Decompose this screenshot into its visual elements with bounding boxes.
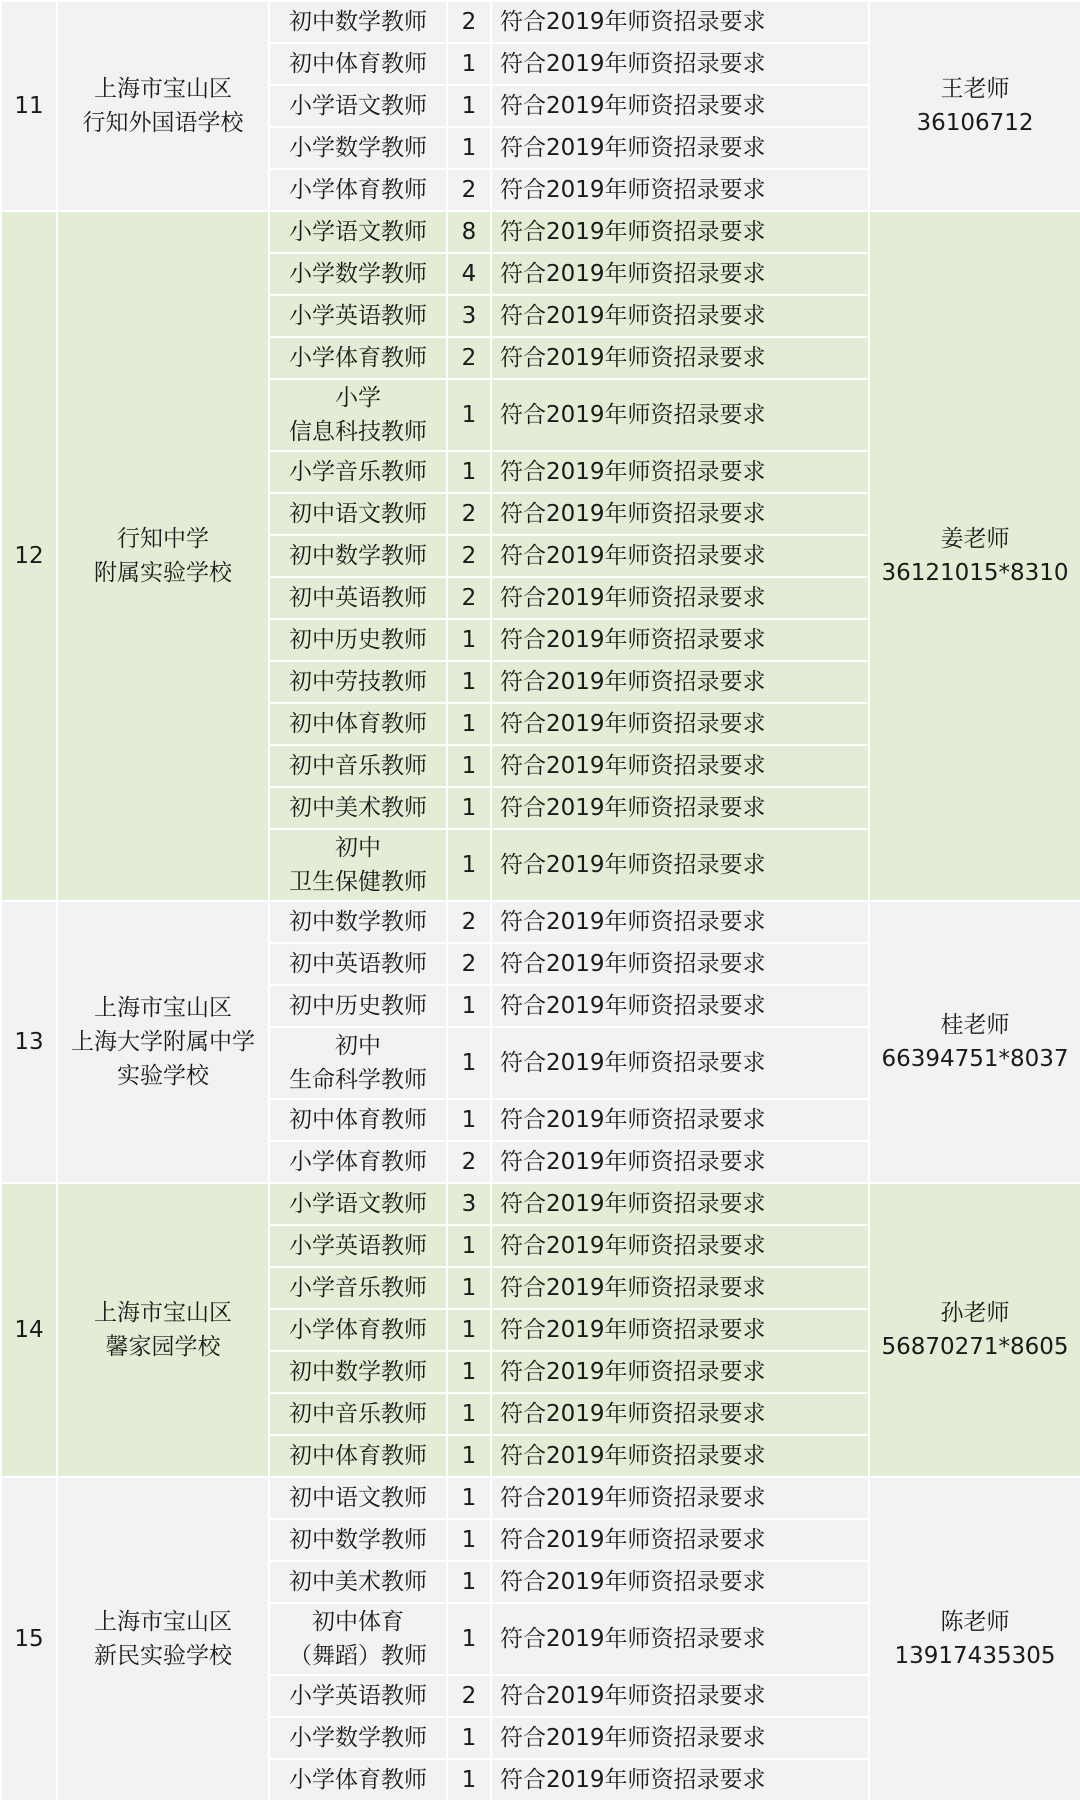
requirement-cell: 符合2019年师资招录要求	[491, 1561, 869, 1603]
school-name-line: 附属实验学校	[94, 559, 232, 586]
position-cell	[269, 1309, 447, 1351]
position-cell	[269, 451, 447, 493]
position-line: 初中数学教师	[289, 1526, 427, 1553]
requirement-cell: 符合2019年师资招录要求	[491, 1675, 869, 1717]
school-name-line: 馨家园学校	[105, 1333, 221, 1360]
requirement-cell: 符合2019年师资招录要求	[491, 661, 869, 703]
position-line: 小学语文教师	[289, 219, 427, 246]
requirement-cell: 符合2019年师资招录要求	[491, 127, 869, 169]
position-line: 小学语文教师	[289, 1190, 427, 1217]
position-line: 小学英语教师	[289, 303, 427, 330]
school-name-cell	[57, 1477, 269, 1801]
position-line: 小学体育教师	[289, 1316, 427, 1343]
headcount-cell: 1	[447, 1561, 491, 1603]
position-cell	[269, 1099, 447, 1141]
position-cell	[269, 493, 447, 535]
position-line: 卫生保健教师	[289, 868, 427, 895]
table-row	[1, 1477, 1080, 1519]
position-cell	[269, 1519, 447, 1561]
position-cell	[269, 43, 447, 85]
position-cell	[269, 1561, 447, 1603]
headcount-cell: 1	[447, 787, 491, 829]
school-name-line: 上海市宝山区	[94, 994, 232, 1021]
headcount-cell: 1	[447, 1351, 491, 1393]
position-cell	[269, 661, 447, 703]
contact-phone: 36121015*8310	[881, 559, 1069, 586]
position-line: 初中体育教师	[289, 51, 427, 78]
requirement-cell: 符合2019年师资招录要求	[491, 451, 869, 493]
requirement-cell: 符合2019年师资招录要求	[491, 43, 869, 85]
position-cell	[269, 85, 447, 127]
position-cell	[269, 337, 447, 379]
requirement-cell: 符合2019年师资招录要求	[491, 787, 869, 829]
position-line: 小学音乐教师	[289, 1274, 427, 1301]
headcount-cell: 1	[447, 745, 491, 787]
requirement-cell: 符合2019年师资招录要求	[491, 493, 869, 535]
requirement-cell: 符合2019年师资招录要求	[491, 169, 869, 211]
position-line: 初中美术教师	[289, 1568, 427, 1595]
position-line: 初中语文教师	[289, 1484, 427, 1511]
school-name-line: 上海市宝山区	[94, 1299, 232, 1326]
requirement-cell: 符合2019年师资招录要求	[491, 577, 869, 619]
requirement-cell: 符合2019年师资招录要求	[491, 295, 869, 337]
headcount-cell: 2	[447, 169, 491, 211]
headcount-cell: 1	[447, 451, 491, 493]
requirement-cell: 符合2019年师资招录要求	[491, 829, 869, 901]
position-line: 初中体育教师	[289, 710, 427, 737]
headcount-cell: 2	[447, 577, 491, 619]
requirement-cell: 符合2019年师资招录要求	[491, 253, 869, 295]
position-line: 生命科学教师	[289, 1066, 427, 1093]
position-line: 初中历史教师	[289, 992, 427, 1019]
position-line: 初中美术教师	[289, 795, 427, 822]
table-row	[1, 901, 1080, 943]
school-name-line: 行知外国语学校	[82, 110, 244, 137]
headcount-cell: 1	[447, 661, 491, 703]
school-name-line: 上海大学附属中学	[71, 1028, 255, 1055]
position-line: 初中音乐教师	[289, 1400, 427, 1427]
headcount-cell: 3	[447, 1183, 491, 1225]
contact-cell	[869, 1477, 1080, 1801]
school-name-line: 上海市宝山区	[94, 76, 232, 103]
requirement-cell: 符合2019年师资招录要求	[491, 1603, 869, 1675]
position-cell	[269, 787, 447, 829]
group-number-cell: 12	[1, 211, 57, 901]
contact-name: 陈老师	[940, 1608, 1010, 1635]
requirement-cell: 符合2019年师资招录要求	[491, 985, 869, 1027]
contact-phone: 66394751*8037	[881, 1045, 1069, 1072]
position-cell	[269, 1027, 447, 1099]
position-line: 初中英语教师	[289, 584, 427, 611]
headcount-cell: 1	[447, 127, 491, 169]
position-cell	[269, 1351, 447, 1393]
requirement-cell: 符合2019年师资招录要求	[491, 1141, 869, 1183]
requirement-cell: 符合2019年师资招录要求	[491, 337, 869, 379]
headcount-cell: 1	[447, 1309, 491, 1351]
headcount-cell: 2	[447, 535, 491, 577]
table-row	[1, 211, 1080, 253]
requirement-cell: 符合2019年师资招录要求	[491, 1183, 869, 1225]
position-line: 小学语文教师	[289, 93, 427, 120]
contact-cell	[869, 1183, 1080, 1477]
headcount-cell: 4	[447, 253, 491, 295]
headcount-cell: 1	[447, 1477, 491, 1519]
position-line: 小学数学教师	[289, 1724, 427, 1751]
headcount-cell: 1	[447, 1759, 491, 1801]
requirement-cell: 符合2019年师资招录要求	[491, 943, 869, 985]
position-cell	[269, 943, 447, 985]
requirement-cell: 符合2019年师资招录要求	[491, 379, 869, 451]
headcount-cell: 2	[447, 337, 491, 379]
position-cell	[269, 619, 447, 661]
position-cell	[269, 1717, 447, 1759]
school-name-line: 新民实验学校	[94, 1642, 232, 1669]
headcount-cell: 1	[447, 1435, 491, 1477]
contact-cell	[869, 1, 1080, 211]
headcount-cell: 1	[447, 985, 491, 1027]
table-body	[1, 1, 1080, 1801]
headcount-cell: 2	[447, 943, 491, 985]
position-line: 初中数学教师	[289, 542, 427, 569]
group-number-cell: 14	[1, 1183, 57, 1477]
position-line: 初中体育	[312, 1608, 404, 1635]
requirement-cell: 符合2019年师资招录要求	[491, 1393, 869, 1435]
position-line: 小学数学教师	[289, 261, 427, 288]
contact-cell	[869, 901, 1080, 1183]
position-line: 小学音乐教师	[289, 458, 427, 485]
position-cell	[269, 1477, 447, 1519]
headcount-cell: 1	[447, 85, 491, 127]
position-cell	[269, 577, 447, 619]
position-line: 小学英语教师	[289, 1682, 427, 1709]
headcount-cell: 1	[447, 1099, 491, 1141]
position-line: 初中音乐教师	[289, 753, 427, 779]
position-line: 小学体育教师	[289, 345, 427, 372]
requirement-cell: 符合2019年师资招录要求	[491, 1, 869, 43]
contact-name: 孙老师	[940, 1299, 1010, 1326]
headcount-cell: 2	[447, 1141, 491, 1183]
headcount-cell: 1	[447, 703, 491, 745]
position-line: 初中体育教师	[289, 1106, 427, 1133]
headcount-cell: 1	[447, 829, 491, 901]
requirement-cell: 符合2019年师资招录要求	[491, 1717, 869, 1759]
position-cell	[269, 169, 447, 211]
position-line: 信息科技教师	[289, 419, 427, 446]
school-name-line: 上海市宝山区	[94, 1608, 232, 1635]
position-cell	[269, 901, 447, 943]
requirement-cell: 符合2019年师资招录要求	[491, 1351, 869, 1393]
position-line: 初中体育教师	[289, 1442, 427, 1469]
table-row	[1, 1, 1080, 43]
position-line: 小学体育教师	[289, 1148, 427, 1175]
headcount-cell: 2	[447, 901, 491, 943]
requirement-cell: 符合2019年师资招录要求	[491, 1519, 869, 1561]
position-line: 初中	[335, 834, 381, 861]
requirement-cell: 符合2019年师资招录要求	[491, 901, 869, 943]
contact-phone: 56870271*8605	[881, 1333, 1069, 1360]
headcount-cell: 1	[447, 379, 491, 451]
school-name-line: 实验学校	[117, 1062, 209, 1089]
position-line: 小学数学教师	[289, 135, 427, 162]
requirement-cell: 符合2019年师资招录要求	[491, 703, 869, 745]
requirement-cell: 符合2019年师资招录要求	[491, 1027, 869, 1099]
headcount-cell: 1	[447, 1519, 491, 1561]
position-line: 小学体育教师	[289, 1766, 427, 1793]
position-cell	[269, 1, 447, 43]
position-cell	[269, 1183, 447, 1225]
headcount-cell: 3	[447, 295, 491, 337]
position-line: 初中英语教师	[289, 950, 427, 977]
contact-name: 姜老师	[940, 525, 1010, 552]
position-line: 初中数学教师	[289, 1358, 427, 1385]
requirement-cell: 符合2019年师资招录要求	[491, 1225, 869, 1267]
position-line: 初中历史教师	[289, 626, 427, 653]
requirement-cell: 符合2019年师资招录要求	[491, 1759, 869, 1801]
position-cell	[269, 1267, 447, 1309]
school-name-cell	[57, 211, 269, 901]
position-line: 初中语文教师	[289, 500, 427, 527]
position-cell	[269, 1141, 447, 1183]
school-name-cell	[57, 901, 269, 1183]
requirement-cell: 符合2019年师资招录要求	[491, 211, 869, 253]
position-cell	[269, 253, 447, 295]
requirement-cell: 符合2019年师资招录要求	[491, 1477, 869, 1519]
school-name-cell	[57, 1183, 269, 1477]
position-cell	[269, 1393, 447, 1435]
headcount-cell: 1	[447, 1393, 491, 1435]
contact-cell	[869, 211, 1080, 901]
position-cell	[269, 745, 447, 787]
position-cell	[269, 1675, 447, 1717]
position-cell	[269, 1603, 447, 1675]
contact-phone: 13917435305	[894, 1642, 1056, 1669]
position-line: 初中	[335, 1032, 381, 1059]
position-cell	[269, 211, 447, 253]
headcount-cell: 2	[447, 1, 491, 43]
position-line: 初中数学教师	[289, 908, 427, 935]
requirement-cell: 符合2019年师资招录要求	[491, 1099, 869, 1141]
school-name-line: 行知中学	[117, 525, 209, 552]
headcount-cell: 1	[447, 619, 491, 661]
table-row	[1, 1183, 1080, 1225]
position-line: 小学英语教师	[289, 1232, 427, 1259]
position-cell	[269, 1435, 447, 1477]
headcount-cell: 1	[447, 1717, 491, 1759]
headcount-cell: 2	[447, 1675, 491, 1717]
school-name-cell	[57, 1, 269, 211]
position-cell	[269, 127, 447, 169]
headcount-cell: 1	[447, 1603, 491, 1675]
position-line: 初中数学教师	[289, 9, 427, 35]
position-line: 小学	[335, 385, 381, 412]
headcount-cell: 8	[447, 211, 491, 253]
group-number-cell: 15	[1, 1477, 57, 1801]
requirement-cell: 符合2019年师资招录要求	[491, 535, 869, 577]
position-cell	[269, 535, 447, 577]
position-line: 初中劳技教师	[289, 668, 427, 695]
position-cell	[269, 1225, 447, 1267]
position-cell	[269, 703, 447, 745]
group-number-cell: 11	[1, 1, 57, 211]
contact-name: 桂老师	[940, 1011, 1010, 1038]
position-cell	[269, 1759, 447, 1801]
headcount-cell: 2	[447, 493, 491, 535]
requirement-cell: 符合2019年师资招录要求	[491, 85, 869, 127]
position-cell	[269, 829, 447, 901]
position-cell	[269, 295, 447, 337]
headcount-cell: 1	[447, 43, 491, 85]
position-line: 小学体育教师	[289, 177, 427, 204]
requirement-cell: 符合2019年师资招录要求	[491, 1267, 869, 1309]
requirement-cell: 符合2019年师资招录要求	[491, 745, 869, 787]
headcount-cell: 1	[447, 1267, 491, 1309]
position-cell	[269, 379, 447, 451]
position-line: （舞蹈）教师	[289, 1642, 427, 1669]
requirement-cell: 符合2019年师资招录要求	[491, 1309, 869, 1351]
requirement-cell: 符合2019年师资招录要求	[491, 619, 869, 661]
position-cell	[269, 985, 447, 1027]
headcount-cell: 1	[447, 1027, 491, 1099]
group-number-cell: 13	[1, 901, 57, 1183]
requirement-cell: 符合2019年师资招录要求	[491, 1435, 869, 1477]
contact-name: 王老师	[940, 76, 1010, 103]
headcount-cell: 1	[447, 1225, 491, 1267]
contact-phone: 36106712	[916, 110, 1034, 137]
